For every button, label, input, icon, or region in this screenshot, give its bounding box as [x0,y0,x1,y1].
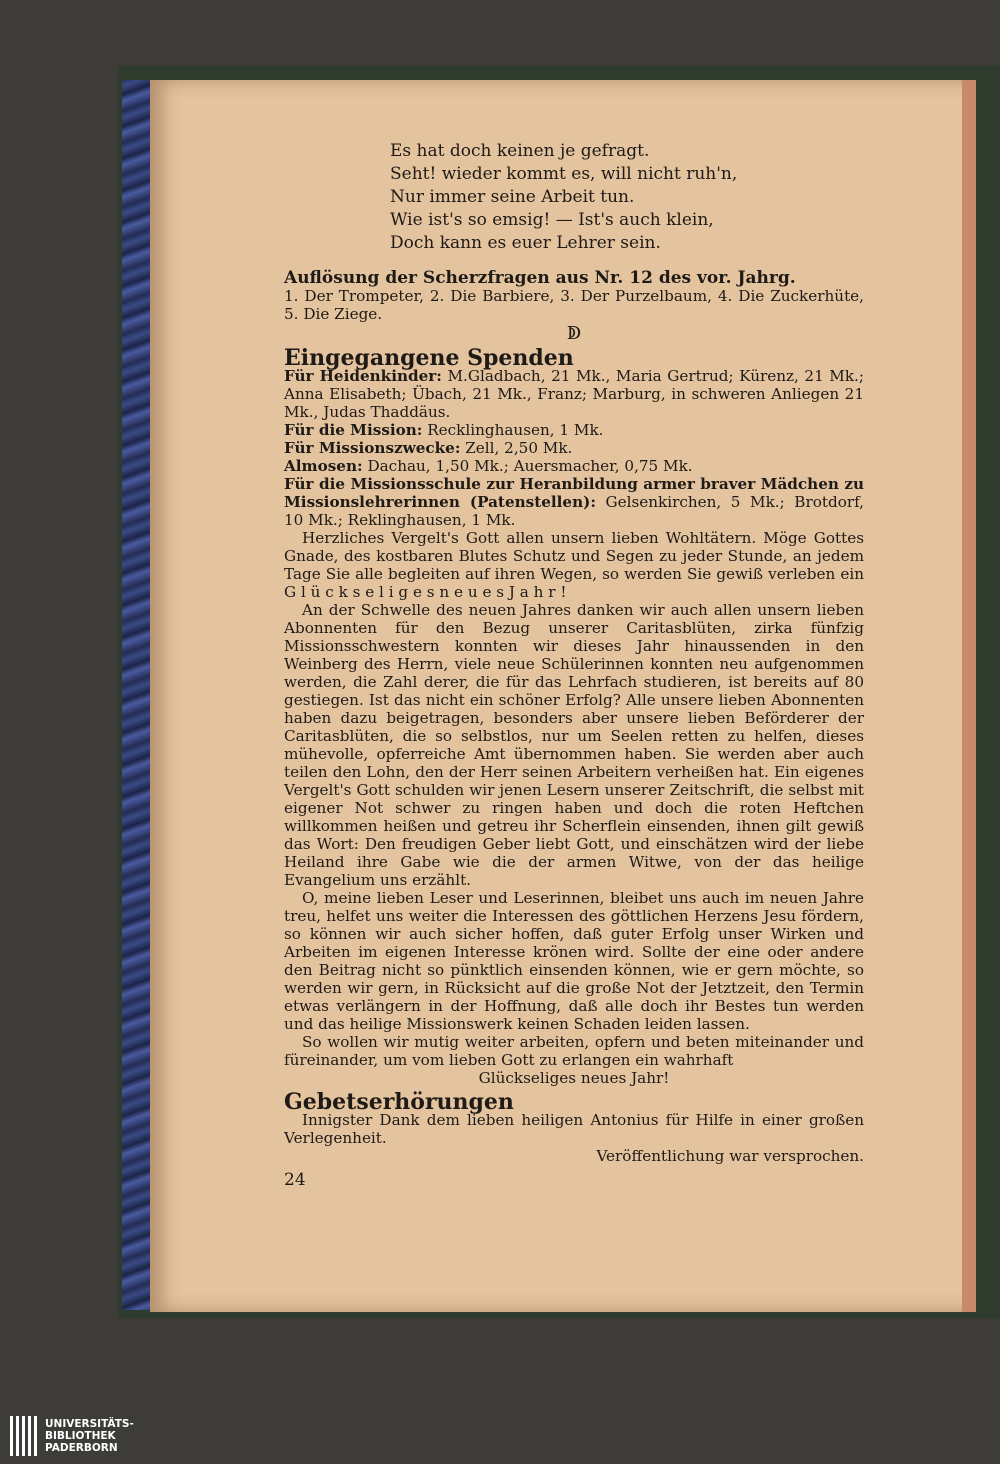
spenden-entry [284,457,864,475]
page-edge [962,80,976,1312]
poem-line: Wie ist's so emsig! — Ist's auch klein, [390,210,714,230]
spenden-label: Für die Mission: [284,421,423,439]
poem-line: Es hat doch keinen je gefragt. [390,141,650,161]
poem-line: Doch kann es euer Lehrer sein. [390,233,661,253]
spenden-label: Für die Missionsschule zur Heranbildung armer braver Mädchen zu Missionslehrerinnen (Patenstellen): [284,475,864,511]
logo-bars-icon [10,1416,37,1456]
heading-gebetserhoerungen: Gebetserhörungen [284,1089,514,1115]
library-logo [10,1416,134,1456]
gebetserhoerung-note: Veröffentlichung war versprochen. [596,1147,864,1165]
logo-line: UNIVERSITÄTS- [45,1418,134,1430]
spenden-entry [284,439,864,457]
poem-line: Nur immer seine Arbeit tun. [390,187,635,207]
spenden-text: Recklinghausen, 1 Mk. [427,421,604,439]
paragraph: Herzliches Vergelt's Gott allen unsern lieben Wohltätern. Möge Gottes Gnade, des kostbaren Blutes Schutz und Segen zu jeder Stunde, an jedem Tage Sie alle begleiten auf ihren Wegen, so werden Sie gewiß verleben ein G l ü c k s e l i g e s n e u e s J a h r ! [284,529,864,601]
spenden-entry [284,475,864,529]
spenden-label: Almosen: [284,457,363,475]
logo-text [45,1418,134,1454]
spenden-text: M.Gladbach, 21 Mk., Maria Gertrud; Kürenz, 21 Mk.; Anna Elisabeth; Übach, 21 Mk., Franz; Marburg, in schweren Anliegen 21 Mk., Judas Thaddäus. [284,367,864,421]
gebetserhoerung-text: Innigster Dank dem lieben heiligen Antonius für Hilfe in einer großen Verlegenheit. [284,1111,864,1147]
logo-line: BIBLIOTHEK [45,1430,116,1442]
heading-scherzfragen: Auflösung der Scherzfragen aus Nr. 12 des vor. Jahrg. [284,268,796,288]
paragraph: An der Schwelle des neuen Jahres danken wir auch allen unsern lieben Abonnenten für den Bezug unserer Caritasblüten, zirka fünfzig Missionsschwestern konnten wir dieses Jahr hinaussenden in den Weinberg des Herrn, viele neue Schülerinnen konnten neu aufgenommen werden, die Zahl derer, die für das Lehrfach studieren, ist bereits auf 80 gestiegen. Ist das nicht ein schöner Erfolg? Alle unsere lieben Abonnenten haben dazu beigetragen, besonders aber unsere lieben Beförderer der Caritasblüten, die so selbstlos, nur um Seelen retten zu helfen, dieses mühevolle, opferreiche Amt übernommen haben. Sie werden aber auch teilen den Lohn, den der Herr seinen Arbeitern verheißen hat. Ein eigenes Vergelt's Gott schulden wir jenen Lesern unserer Zeitschrift, die selbst mit eigener Not schwer zu ringen haben und doch die roten Heftchen willkommen heißen und getreu ihr Scherflein einsenden, ihnen gilt gewiß das Wort: Den freudigen Geber liebt Gott, und einschätzen wird der liebe Heiland ihre Gabe wie die der armen Witwe, von der das heilige Evangelium uns erzählt. [284,601,864,889]
logo-line: PADERBORN [45,1442,118,1454]
paragraph: O, meine lieben Leser und Leserinnen, bleibet uns auch im neuen Jahre treu, helfet uns weiter die Interessen des göttlichen Herzens Jesu fördern, so können wir auch sicher hoffen, daß guter Erfolg unser Wirken und Arbeiten im eigenen Interesse krönen wird. Sollte der eine oder andere den Beitrag nicht so pünktlich einsenden können, wie er gern möchte, so werden wir gern, in Rücksicht auf die große Not der Jetztzeit, den Termin etwas verlängern in der Hoffnung, daß alle doch ihr Bestes tun werden und das heilige Missionswerk keinen Schaden leiden lassen. [284,889,864,1033]
page-text [284,140,864,1189]
spenden-label: Für Heidenkinder: [284,367,442,385]
page-number: 24 [284,1170,306,1190]
ornament-icon: ↁ [566,323,582,344]
spenden-text: Zell, 2,50 Mk. [465,439,573,457]
paragraph: So wollen wir mutig weiter arbeiten, opfern und beten miteinander und füreinander, um vom lieben Gott zu erlangen ein wahrhaft [284,1033,864,1069]
poem [390,140,864,255]
closing-wish: Glückseliges neues Jahr! [478,1069,670,1087]
heading-spenden: Eingegangene Spenden [284,345,574,371]
spenden-entry [284,421,864,439]
spenden-text: Dachau, 1,50 Mk.; Auersmacher, 0,75 Mk. [367,457,693,475]
spenden-label: Für Missionszwecke: [284,439,461,457]
spenden-entry [284,367,864,421]
poem-line: Seht! wieder kommt es, will nicht ruh'n, [390,164,738,184]
spenden-text: Gelsenkirchen, 5 Mk.; Brotdorf, 10 Mk.; Reklinghausen, 1 Mk. [284,493,865,529]
scherzfragen-answers: 1. Der Trompeter, 2. Die Barbiere, 3. Der Purzelbaum, 4. Die Zuckerhüte, 5. Die Ziege. [284,287,864,323]
